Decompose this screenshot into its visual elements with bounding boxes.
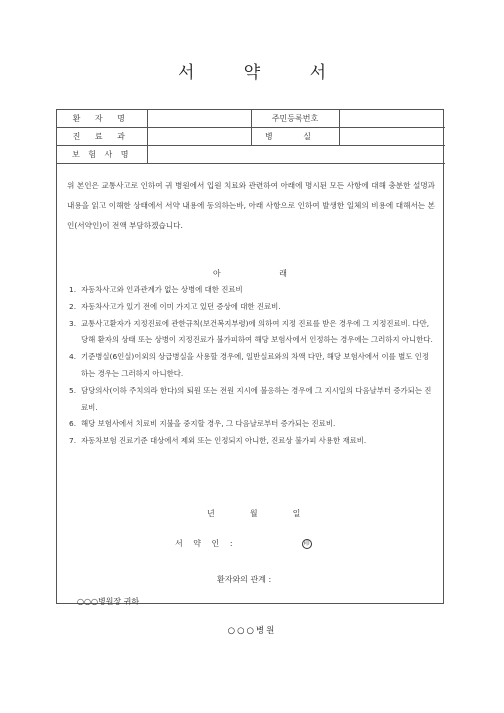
day-label: 일 (292, 509, 301, 518)
list-item: 6. 해당 보험사에서 치료비 지불을 중지할 경우, 그 다음날로부터 증가되는 진료비. (69, 419, 336, 429)
addressee: ○○○병원장 귀하 (77, 597, 140, 606)
hospital-name-footer: ○○○병원 (227, 626, 277, 636)
ward-value (339, 128, 445, 146)
department-value (147, 128, 251, 146)
signer-label: 서 약 인 : (175, 539, 237, 548)
relation-line: 환자와의 관계 : (217, 575, 272, 584)
list-item: 5. 담당의사(이하 주치의라 한다)의 퇴원 또는 전원 지시에 불응하는 경우에 그 지시일의 다음날부터 증가되는 진료비. (69, 385, 432, 412)
insurer-value (147, 146, 445, 164)
patient-info-table (57, 110, 445, 164)
resident-number-value (339, 110, 445, 128)
intro-paragraph: 위 본인은 교통사고로 인하여 귀 병원에서 입원 치료와 관련하여 아래에 명시된 모든 사항에 대해 충분한 설명과 내용을 읽고 이해한 상태에서 서약 내용에 동의하는바, 아래 사항으로 인하여 발생한 일체의 비용에 대해서는 본인(서약인)이 전액 부담하겠습니다. (67, 181, 435, 230)
pledge-form (56, 109, 444, 604)
terms-list (69, 282, 433, 450)
list-item: 2. 자동차사고가 있기 전에 이미 가지고 있던 증상에 대한 진료비. (69, 301, 281, 311)
signer-line (175, 538, 312, 549)
ward-label: 병 실 (251, 128, 339, 146)
document-title: 서 약 서 (177, 63, 349, 83)
date-line (207, 508, 300, 519)
department-label: 진 료 과 (57, 128, 147, 146)
list-item: 3. 교통사고환자가 지정진료에 관한규칙(보건복지부령)에 의하여 지정 진료를 받은 경우에 그 지정진료비. 다만, 당해 환자의 상태 또는 상병이 지정진료가 불가피하여 해당 보험사에서 인정하는 경우에는 그러하지 아니한다. (69, 318, 433, 345)
seal-icon: 印 (303, 539, 310, 547)
patient-name-label: 환 자 명 (57, 110, 147, 128)
below-heading: 아 래 (213, 269, 315, 278)
month-label: 월 (249, 509, 258, 518)
patient-name-value (147, 110, 251, 128)
year-label: 년 (207, 509, 215, 518)
list-item: 1. 자동차사고와 인과관계가 없는 상병에 대한 진료비 (69, 285, 243, 294)
insurer-label: 보 험 사 명 (57, 146, 147, 164)
resident-number-label: 주민등록번호 (251, 110, 339, 128)
list-item: 4. 기준병실(6인실)이외의 상급병실을 사용할 경우에, 일반실료와의 차액 다만, 해당 보험사에서 이를 별도 인정하는 경우는 그러하지 아니한다. (69, 352, 430, 378)
list-item: 7. 자동차보험 진료기준 대상에서 제외 또는 인정되지 아니한, 진료상 불가피 사용한 재료비. (69, 436, 367, 446)
